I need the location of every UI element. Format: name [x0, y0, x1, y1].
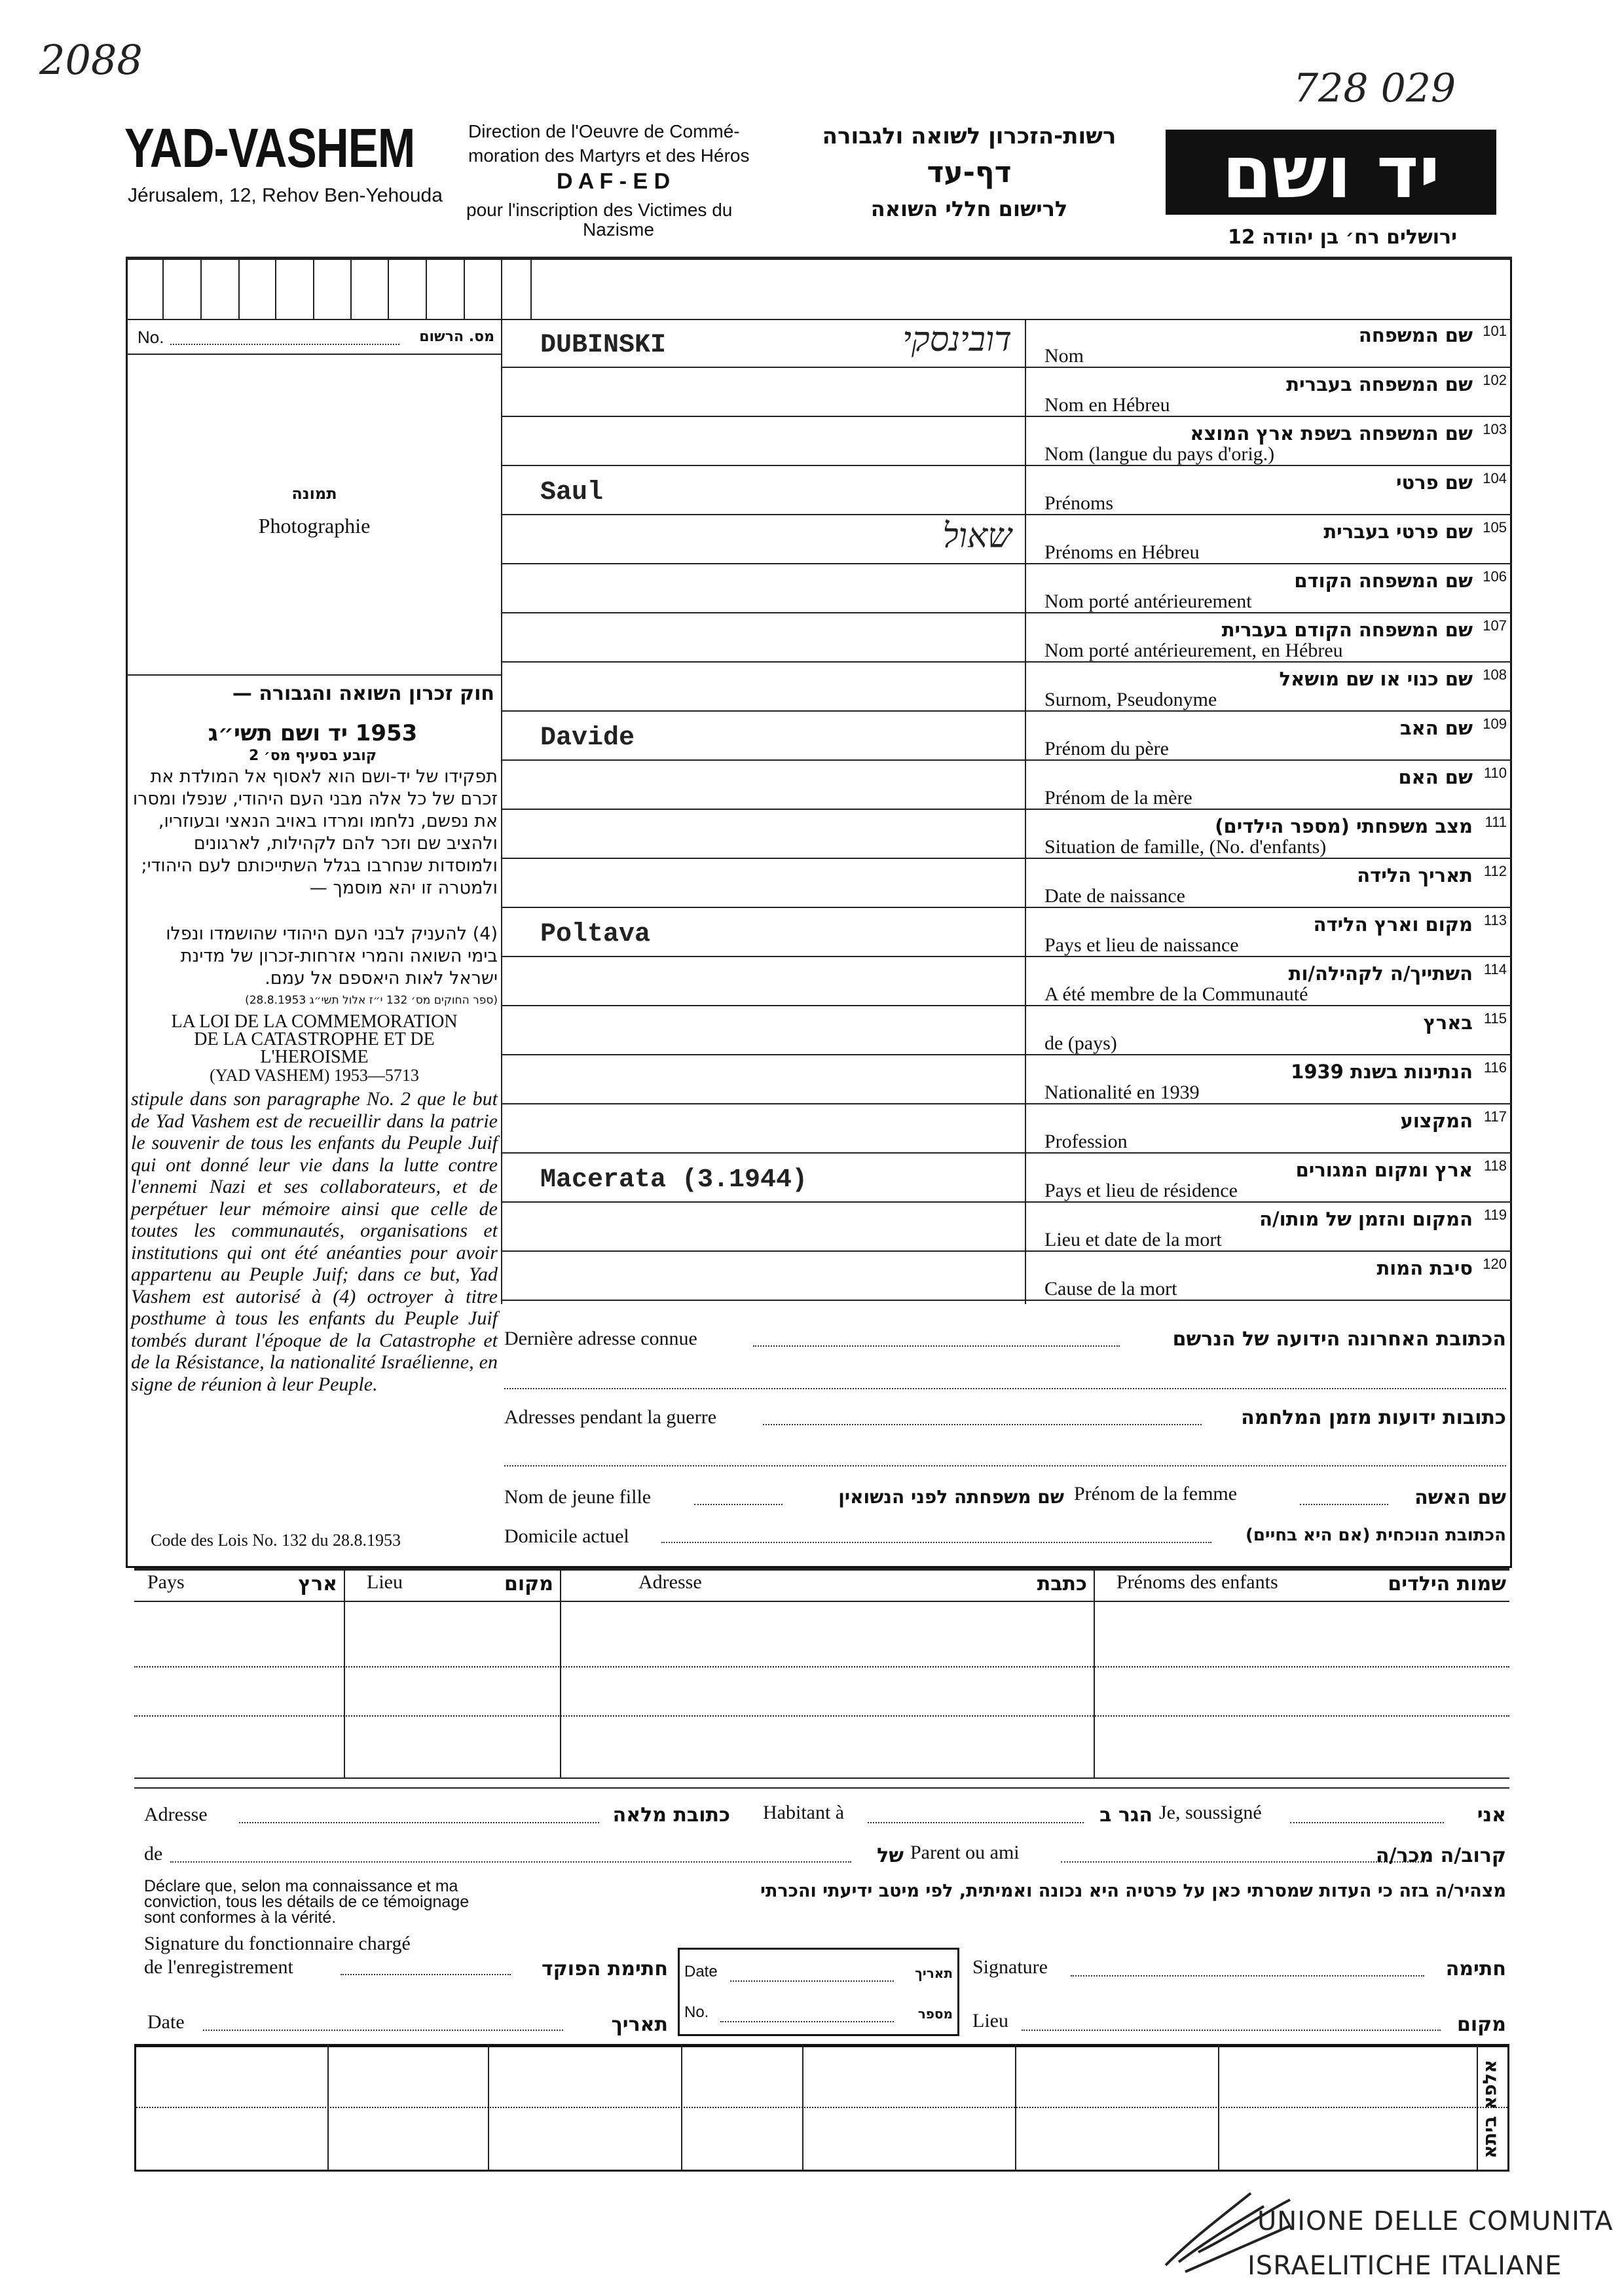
- field-number-107: 107: [1483, 617, 1507, 634]
- sig-official-label-heb: חתימת הפוקד: [542, 1958, 668, 1980]
- law-heb-year: 1953 יד ושם תשי״ג: [208, 720, 418, 746]
- field-row-103: [501, 417, 1512, 466]
- date-label-heb: תאריך: [611, 2013, 668, 2036]
- war-address-label: Adresses pendant la guerre: [504, 1406, 717, 1428]
- direction-line1: Direction de l'Oeuvre de Commé-: [468, 121, 740, 141]
- field-number-119: 119: [1483, 1207, 1507, 1223]
- signature-scribble: [1159, 2180, 1310, 2278]
- field-label-fr-111: Situation de famille, (No. d'enfants): [1044, 836, 1327, 858]
- box-date-label: Date: [684, 1963, 718, 1980]
- field-label-fr-110: Prénom de la mère: [1044, 787, 1192, 809]
- photo-label: Photographie: [258, 514, 371, 538]
- heb-authority: רשות-הזכרון לשואה ולגבורה: [822, 123, 1116, 149]
- decl-declare-fr1: Déclare que, selon ma connaissance et ma: [144, 1877, 458, 1895]
- field-label-fr-113: Pays et lieu de naissance: [1044, 934, 1239, 956]
- law-heb-ref: (ספר החוקים מס׳ 132 י״ז אלול תשי״ג 28.8.1953): [245, 994, 498, 1007]
- org-name: YAD-VASHEM: [124, 117, 415, 179]
- field-label-fr-115: de (pays): [1044, 1032, 1117, 1054]
- registration-box: [678, 1948, 959, 2036]
- field-row-119: [501, 1203, 1512, 1252]
- box-date-label-heb: תאריך: [915, 1965, 953, 1981]
- field-label-fr-103: Nom (langue du pays d'orig.): [1044, 443, 1275, 465]
- wife-name-label-heb: שם האשה: [1414, 1486, 1506, 1509]
- field-label-heb-102: שם המשפחה בעברית: [1286, 373, 1473, 395]
- field-row-115: [501, 1006, 1512, 1055]
- field-row-114: [501, 957, 1512, 1006]
- law-heb-title: חוק זכרון השואה והגבורה —: [232, 682, 494, 705]
- field-label-fr-116: Nationalité en 1939: [1044, 1082, 1200, 1103]
- field-row-120: [501, 1252, 1512, 1301]
- field-value-109[interactable]: Davide: [540, 723, 635, 753]
- field-label-fr-114: A été membre de la Communauté: [1044, 983, 1308, 1005]
- field-label-heb-114: השתייך/ה לקהילה/ות: [1288, 962, 1473, 985]
- field-row-108: [501, 663, 1512, 712]
- field-label-fr-109: Prénom du père: [1044, 738, 1169, 759]
- heb-daf-ed: דף-עד: [927, 156, 1012, 189]
- law-fr-code: Code des Lois No. 132 du 28.8.1953: [151, 1531, 401, 1550]
- no-label-heb: מס. הרשום: [419, 329, 494, 345]
- stamp-line1: UNIONE DELLE COMUNITA: [1257, 2206, 1614, 2236]
- field-label-heb-101: שם המשפחה: [1358, 324, 1473, 346]
- field-number-108: 108: [1483, 666, 1507, 683]
- decl-je-label-heb: אני: [1477, 1804, 1506, 1827]
- decl-de-label: de: [144, 1843, 163, 1865]
- field-label-heb-113: מקום וארץ הלידה: [1313, 913, 1473, 936]
- decl-je-label: Je, soussigné: [1159, 1802, 1262, 1823]
- field-label-heb-120: סיבת המות: [1376, 1257, 1473, 1279]
- field-row-116: [501, 1055, 1512, 1104]
- field-number-112: 112: [1483, 863, 1507, 879]
- field-row-111: [501, 810, 1512, 859]
- box-no-label: No.: [684, 2003, 709, 2021]
- maiden-name-label-heb: שם משפחתה לפני הנשואין: [838, 1486, 1064, 1508]
- field-number-116: 116: [1483, 1059, 1507, 1076]
- field-number-105: 105: [1483, 519, 1507, 536]
- children-header-pays: Pays: [147, 1571, 185, 1593]
- law-fr-title3: L'HEROISME: [260, 1047, 369, 1067]
- children-header-lieu-heb: מקום: [504, 1573, 553, 1595]
- field-number-113: 113: [1483, 912, 1507, 928]
- decl-declare-fr2: conviction, tous les détails de ce témoignage: [144, 1893, 470, 1911]
- field-number-118: 118: [1483, 1157, 1507, 1174]
- field-row-104: [501, 466, 1512, 515]
- photo-label-heb: תמונה: [291, 484, 337, 503]
- field-label-fr-106: Nom porté antérieurement: [1044, 591, 1252, 612]
- field-row-106: [501, 564, 1512, 613]
- field-value-104[interactable]: Saul: [540, 478, 604, 507]
- maiden-name-label: Nom de jeune fille: [504, 1486, 652, 1508]
- field-label-fr-102: Nom en Hébreu: [1044, 394, 1170, 416]
- domicile-label: Domicile actuel: [504, 1525, 629, 1547]
- field-label-heb-106: שם המשפחה הקודם: [1294, 570, 1473, 592]
- field-row-105: [501, 515, 1512, 564]
- children-header-adresse: Adresse: [638, 1571, 702, 1593]
- field-number-104: 104: [1483, 470, 1507, 486]
- field-label-heb-118: ארץ ומקום המגורים: [1295, 1159, 1473, 1181]
- decl-de-label-heb: של: [877, 1844, 904, 1867]
- field-label-heb-107: שם המשפחה הקודם בעברית: [1221, 619, 1473, 641]
- logo-text: יד ושם: [1221, 130, 1441, 214]
- field-label-heb-111: מצב משפחתי (מספר הילדים): [1215, 815, 1473, 837]
- law-fr-text: stipule dans son paragraphe No. 2 que le but de Yad Vashem est de recueillir dans la patrie le souvenir de tous les enfants du Peuple Juif qui ont donné leur vie dans la lutte contre l'ennemi Nazi et ses collaborateurs, et de perpétuer leur mémoire ainsi que celle de toutes les communautés, organisations et institutions qui ont été anéanties pour avoir appartenu au Peuple Juif; dans ce but, Yad Vashem est autorisé à (4) octroyer à titre posthume à tous les enfants du Peuple Juif tombés durant l'époque de la Catastrophe et de la Résistance, la nationalité Israélienne, en signe de réunion à leur Peuple.: [131, 1088, 498, 1395]
- wife-name-label: Prénom de la femme: [1074, 1483, 1238, 1504]
- field-row-109: [501, 712, 1512, 761]
- field-label-heb-105: שם פרטי בעברית: [1323, 520, 1473, 543]
- field-row-117: [501, 1104, 1512, 1154]
- field-row-101: [501, 319, 1512, 368]
- lieu-label: Lieu: [972, 2010, 1008, 2032]
- signature-label-heb: חתימה: [1445, 1958, 1506, 1980]
- children-header-lieu: Lieu: [367, 1571, 403, 1593]
- decl-adresse-label-heb: כתובת מלאה: [612, 1804, 730, 1827]
- field-handwritten-105: שאול: [942, 517, 1012, 556]
- stamp-line2: ISRAELITICHE ITALIANE: [1247, 2251, 1562, 2281]
- field-handwritten-101: דובינסקי: [902, 320, 1012, 359]
- field-value-101[interactable]: DUBINSKI: [540, 331, 667, 360]
- field-label-fr-105: Prénoms en Hébreu: [1044, 541, 1200, 563]
- field-row-118: [501, 1154, 1512, 1203]
- field-label-fr-117: Profession: [1044, 1131, 1128, 1152]
- field-label-heb-110: שם האם: [1398, 766, 1473, 788]
- field-row-110: [501, 761, 1512, 810]
- address-fr: Jérusalem, 12, Rehov Ben-Yehouda: [128, 185, 443, 206]
- war-address-label-heb: כתובות ידועות מזמן המלחמה: [1241, 1406, 1506, 1429]
- direction-line2: moration des Martyrs et des Héros: [468, 145, 750, 166]
- decl-declare-fr3: sont conformes à la vérité.: [144, 1908, 337, 1927]
- field-row-102: [501, 368, 1512, 417]
- field-label-heb-116: הנתינות בשנת 1939: [1291, 1061, 1473, 1083]
- children-header-names-heb: שמות הילדים: [1388, 1573, 1506, 1595]
- last-address-label-heb: הכתובת האחרונה הידועה של הנרשם: [1172, 1328, 1506, 1351]
- field-label-fr-107: Nom porté antérieurement, en Hébreu: [1044, 640, 1343, 661]
- field-number-109: 109: [1483, 716, 1507, 732]
- daf-ed: D A F - E D: [557, 169, 671, 194]
- field-label-heb-104: שם פרטי: [1395, 471, 1473, 494]
- annotation-top-left: 2088: [39, 36, 143, 84]
- law-heb-text2: (4) להעניק לבני העם היהודי שהושמדו ונפלו בימי השואה והמרי אזרחות-זכרון של מדינת ישראל לאות היאספם אל עמם.: [166, 924, 498, 989]
- field-label-heb-117: המקצוע: [1400, 1110, 1473, 1132]
- field-number-103: 103: [1483, 421, 1507, 437]
- field-label-heb-108: שם כנוי או שם מושאל: [1279, 668, 1473, 690]
- bottom-side-text: אלפא ביתא: [1479, 2060, 1501, 2159]
- children-header-names: Prénoms des enfants: [1116, 1571, 1278, 1593]
- signature-label: Signature: [972, 1956, 1048, 1978]
- inscription-line1: pour l'inscription des Victimes du: [466, 200, 733, 220]
- sig-official-label1: Signature du fonctionnaire chargé: [144, 1933, 411, 1954]
- field-label-fr-119: Lieu et date de la mort: [1044, 1229, 1222, 1250]
- field-label-fr-118: Pays et lieu de résidence: [1044, 1180, 1238, 1201]
- lieu-label-heb: מקום: [1457, 2013, 1506, 2036]
- field-label-heb-103: שם המשפחה בשפת ארץ המוצא: [1190, 422, 1473, 445]
- field-number-114: 114: [1483, 961, 1507, 977]
- heb-address: ירושלים רח׳ בן יהודה 12: [1228, 226, 1457, 249]
- field-label-fr-112: Date de naissance: [1044, 885, 1185, 907]
- law-fr-title2: DE LA CATASTROPHE ET DE: [194, 1029, 435, 1049]
- decl-habitant-label: Habitant à: [763, 1802, 845, 1823]
- field-value-113[interactable]: Poltava: [540, 920, 651, 949]
- decl-parent-label: Parent ou ami: [910, 1842, 1020, 1863]
- field-label-heb-119: המקום והזמן של מותו/ה: [1259, 1208, 1473, 1230]
- field-row-112: [501, 859, 1512, 908]
- law-heb-para: קובע בסעיף מס׳ 2: [248, 748, 377, 764]
- field-row-113: [501, 908, 1512, 957]
- field-number-120: 120: [1483, 1256, 1507, 1272]
- field-row-107: [501, 613, 1512, 663]
- field-value-118[interactable]: Macerata (3.1944): [540, 1165, 808, 1195]
- field-number-101: 101: [1483, 323, 1507, 339]
- last-address-label: Dernière adresse connue: [504, 1328, 697, 1349]
- no-label: No.: [138, 327, 164, 347]
- law-fr-title1: LA LOI DE LA COMMEMORATION: [171, 1011, 458, 1032]
- date-label: Date: [147, 2011, 185, 2033]
- inscription-line2: Nazisme: [583, 219, 654, 240]
- decl-adresse-label: Adresse: [144, 1804, 208, 1825]
- sig-official-label2: de l'enregistrement: [144, 1956, 293, 1978]
- law-heb-text: תפקידו של יד-ושם הוא לאסוף אל המולדת את זכרם של כל אלה מבני העם היהודי, שנפלו ומסרו את נפשם, נלחמו ומרדו באויב הנאצי ובעוזריו, ולהציב שם וזכר להם לקהילות, לארגונים ולמוסדות שנחרבו בגלל השתייכותם לעם היהודי; ולמטרה זו יהא מוסמך —: [132, 767, 498, 898]
- field-number-115: 115: [1483, 1010, 1507, 1027]
- children-header-adresse-heb: כתבת: [1037, 1573, 1087, 1595]
- decl-declare-heb: מצהיר/ה בזה כי העדות שמסרתי כאן על פרטיה היא נכונה ואמיתית, לפי מיטב ידיעתי והכרתי: [760, 1881, 1506, 1901]
- decl-parent-label-heb: קרוב/ה מכר/ה: [1375, 1844, 1506, 1867]
- field-number-117: 117: [1483, 1108, 1507, 1125]
- field-number-106: 106: [1483, 568, 1507, 585]
- domicile-label-heb: הכתובת הנוכחית (אם היא בחיים): [1245, 1525, 1506, 1545]
- heb-registration: לרישום חללי השואה: [870, 196, 1068, 221]
- yad-vashem-logo: [1166, 130, 1496, 215]
- field-label-heb-109: שם האב: [1399, 717, 1473, 739]
- box-no-label-heb: מספר: [917, 2006, 953, 2022]
- decl-habitant-label-heb: הגר ב: [1099, 1804, 1153, 1827]
- field-label-heb-112: תאריך הלידה: [1357, 864, 1473, 886]
- field-number-102: 102: [1483, 372, 1507, 388]
- law-fr-title4: (YAD VASHEM) 1953—5713: [210, 1066, 419, 1085]
- field-label-heb-115: בארץ: [1423, 1011, 1473, 1034]
- field-number-110: 110: [1483, 765, 1507, 781]
- children-header-pays-heb: ארץ: [298, 1573, 337, 1595]
- field-label-fr-104: Prénoms: [1044, 492, 1113, 514]
- annotation-top-right: 728 029: [1293, 65, 1456, 111]
- field-number-111: 111: [1485, 814, 1507, 830]
- field-label-fr-108: Surnom, Pseudonyme: [1044, 689, 1217, 710]
- field-label-fr-120: Cause de la mort: [1044, 1278, 1177, 1300]
- field-label-fr-101: Nom: [1044, 345, 1084, 367]
